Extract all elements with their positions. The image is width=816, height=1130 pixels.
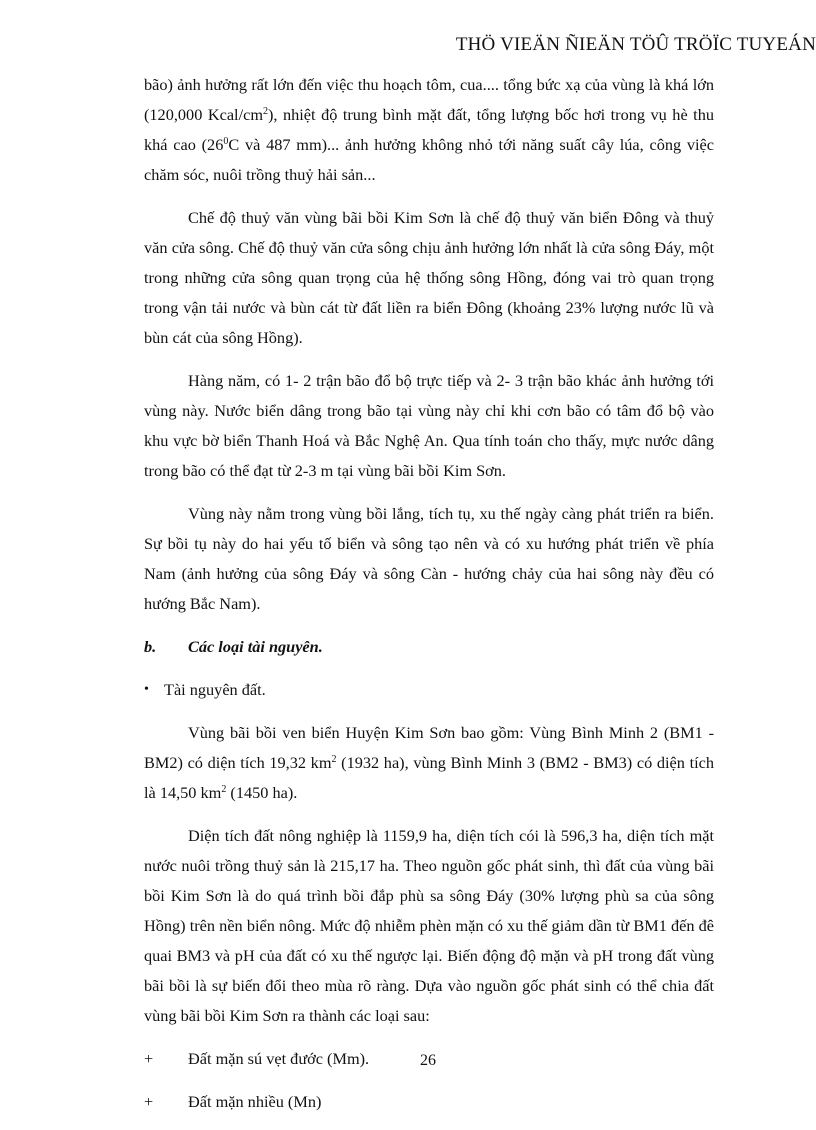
paragraph-land-use: Diện tích đất nông nghiệp là 1159,9 ha, diện tích cói là 596,3 ha, diện tích mặt nước nuôi trồng thuỷ sản là 215,17 ha. Theo nguồn gốc phát sinh, thì đất của vùng bãi bồi Kim Sơn là do quá trình bồi đắp phù sa sông Đáy (30% lượng phù sa của sông Hồng) trên nền biển nông. Mức độ nhiễm phèn mặn có xu thế giảm dần từ BM1 đến đê quai BM3 và pH của đất có xu thế ngược lại. Biến động độ mặn và pH trong đất vùng bãi bồi là sự biến đổi theo mùa rõ ràng. Dựa vào nguồn gốc phát sinh có thể chia đất vùng bãi bồi Kim Sơn ra thành các loại sau: — [144, 826, 714, 1025]
superscript: 2 — [331, 754, 337, 765]
page-header: THÖ VIEÄN ÑIEÄN TÖÛ TRÖÏC TUYEÁN — [455, 34, 816, 55]
text-run: (1450 ha). — [226, 783, 298, 802]
page-number: 26 — [420, 1052, 436, 1069]
text-run: C và 487 mm)... ảnh hưởng không nhỏ tới năng suất cây lúa, công việc chăm sóc, nuôi trồng thuỷ hải sản... — [144, 135, 714, 184]
list-item — [144, 1087, 714, 1117]
bullet-item — [144, 675, 714, 705]
section-heading — [144, 632, 714, 662]
bullet-text: Tài nguyên đất. — [164, 680, 266, 699]
superscript: 2 — [221, 784, 227, 795]
text-run: Vùng bãi bồi ven biển Huyện Kim Sơn bao gồm: Vùng Bình Minh 2 (BM1 - BM2) có diện tích 19,32 km — [144, 723, 714, 772]
paragraph-climate — [144, 70, 714, 190]
paragraph-storms: Hàng năm, có 1- 2 trận bão đổ bộ trực tiếp và 2- 3 trận bão khác ảnh hưởng tới vùng này. Nước biển dâng trong bão tại vùng này chỉ khi cơn bão có tâm đổ bộ vào khu vực bờ biển Thanh Hoá và Bắc Nghệ An. Qua tính toán cho thấy, mực nước dâng trong bão có thể đạt từ 2-3 m tại vùng bãi bồi Kim Sơn. — [144, 371, 714, 480]
text-run: bão) ảnh hưởng rất lớn đến việc thu hoạch tôm, cua.... tổng bức xạ của vùng là khá lớn (120,000 Kcal/cm — [144, 75, 714, 124]
paragraph-deposition: Vùng này nằm trong vùng bồi lắng, tích tụ, xu thế ngày càng phát triển ra biển. Sự bồi tụ này do hai yếu tố biển và sông tạo nên và có xu hướng phát triển về phía Nam (ảnh hưởng của sông Đáy và sông Càn - hướng chảy của hai sông này đều có hướng Bắc Nam). — [144, 504, 714, 613]
superscript: 0 — [223, 136, 229, 147]
list-symbol: + — [144, 1049, 154, 1068]
text-run: ), nhiệt độ trung bình mặt đất, tổng lượng bốc hơi trong vụ hè thu khá cao (26 — [144, 105, 714, 154]
list-text: Đất mặn nhiều (Mn) — [188, 1092, 322, 1111]
bullet-icon: • — [144, 682, 149, 697]
section-label: b. — [144, 637, 157, 656]
section-title: Các loại tài nguyên. — [188, 637, 323, 656]
document-body — [144, 70, 714, 1130]
list-text: Đất mặn sú vẹt đước (Mm). — [188, 1049, 370, 1068]
paragraph-area — [144, 718, 714, 808]
superscript: 2 — [263, 106, 268, 117]
paragraph-hydrology: Chế độ thuỷ văn vùng bãi bồi Kim Sơn là chế độ thuỷ văn biển Đông và thuỷ văn cửa sông. Chế độ thuỷ văn cửa sông chịu ảnh hưởng lớn nhất là cửa sông Đáy, một trong những cửa sông quan trọng của hệ thống sông Hồng, đóng vai trò quan trọng trong vận tải nước và bùn cát từ đất liền ra biển Đông (khoảng 23% lượng nước lũ và bùn cát của sông Hồng). — [144, 208, 714, 347]
text-run: (1932 ha), vùng Bình Minh 3 (BM2 - BM3) có diện tích là 14,50 km — [144, 753, 714, 802]
list-symbol: + — [144, 1092, 154, 1111]
